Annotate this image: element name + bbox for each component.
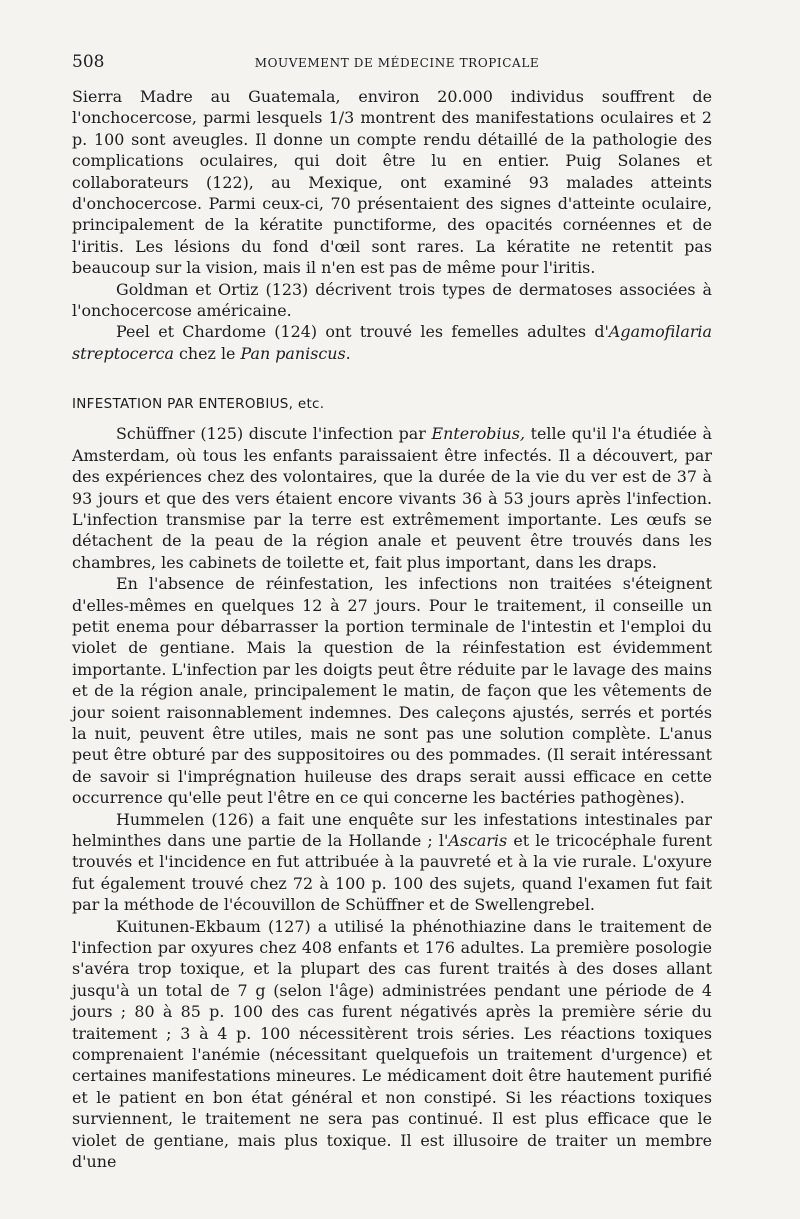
paragraph-reinfestation: En l'absence de réinfestation, les infections non traitées s'éteignent d'elles-mêmes en quelques 12 à 27 jours. Pour le traitement, il conseille un petit enema pour débarrasser la portion terminale de l'intestin et l'emploi du violet de gentiane. Mais la question de la réinfestation est évidemment importante. L'infection par les doigts peut être réduite par le lavage des mains et de la région anale, principalement le matin, de façon que les vêtements de jour soient raisonnablement indemnes. Des caleçons ajustés, serrés et portés la nuit, peuvent être utiles, mais ne sont pas une solution complète. L'anus peut être obturé par des suppositoires ou des pommades. (Il serait intéressant de savoir si l'imprégnation huileuse des draps serait aussi efficace en cette occurrence qu'elle peut l'être en ce qui concerne les bactéries pathogènes). <box>72 574 712 808</box>
species-name: Agamofilaria streptocerca <box>72 322 712 363</box>
running-title: MOUVEMENT DE MÉDECINE TROPICALE <box>254 56 540 70</box>
text-segment: et le tricocéphale furent trouvés et l'incidence en fut attribuée à la pauvreté et à la vie rurale. L'oxyure fut également trouvé chez 72 à 100 p. 100 des sujets, quand l'examen fut fait par la méthode de l'écouvillon de Schüffner et de Swellengrebel. <box>72 831 712 915</box>
text-segment: . <box>345 343 351 363</box>
species-name: Pan paniscus <box>240 343 346 363</box>
text-segment: chez le <box>173 343 241 363</box>
page-body <box>72 86 712 1173</box>
section-heading: INFESTATION PAR ENTEROBIUS, etc. <box>72 396 325 413</box>
text-segment: Peel et Chardome (124) ont trouvé les femelles adultes d' <box>116 322 609 342</box>
text-segment: telle qu'il l'a étudiée à Amsterdam, où tous les enfants paraissaient être infectés. Il a découvert, par des expériences chez des volontaires, que la durée de la vie du ver est de 37 à 93 jours et que des vers étaient encore vivants 36 à 53 jours après l'infection. L'infection transmise par la terre est extrêmement importante. Les œufs se détachent de la peau de la région anale et peuvent être trouvés dans les chambres, les cabinets de toilette et, fait plus important, dans les draps. <box>72 424 712 572</box>
page-header <box>72 52 722 76</box>
paragraph-onchocercose-guatemala: Sierra Madre au Guatemala, environ 20.000 individus souffrent de l'onchocercose, parmi lesquels 1/3 montrent des manifestations oculaires et 2 p. 100 sont aveugles. Il donne un compte rendu détaillé de la pathologie des complications oculaires, qui doit être lu en entier. Puig Solanes et collaborateurs (122), au Mexique, ont examiné 93 malades atteints d'onchocercose. Parmi ceux-ci, 70 présentaient des signes d'atteinte oculaire, principalement de la kératite punctiforme, des opacités cornéennes et de l'iritis. Les lésions du fond d'œil sont rares. La kératite ne retentit pas beaucoup sur la vision, mais il n'en est pas de même pour l'iritis. <box>72 87 712 278</box>
genus-name: Ascaris <box>448 831 508 850</box>
paragraph-goldman-ortiz: Goldman et Ortiz (123) décrivent trois types de dermatoses associées à l'onchocercose américaine. <box>72 279 712 321</box>
paragraph-peel-chardome <box>72 321 712 364</box>
text-segment: Schüffner (125) discute l'infection par <box>116 424 432 444</box>
page-number: 508 <box>72 52 105 72</box>
paragraph-kuitunen-ekbaum: Kuitunen-Ekbaum (127) a utilisé la phénothiazine dans le traitement de l'infection par oxyures chez 408 enfants et 176 adultes. La première posologie s'avéra trop toxique, et la plupart des cas furent traités à des doses allant jusqu'à un total de 7 g (selon l'âge) administrées pendant une période de 4 jours ; 80 à 85 p. 100 des cas furent négativés après la première série du traitement ; 3 à 4 p. 100 nécessitèrent trois séries. Les réactions toxiques comprenaient l'anémie (nécessitant quelquefois un traitement d'urgence) et certaines manifestations mineures. Le médicament doit être hautement purifié et le patient en bon état général et non constipé. Si les réactions toxiques surviennent, le traitement ne sera pas continué. Il est plus efficace que le violet de gentiane, mais plus toxique. Il est illusoire de traiter un membre d'une <box>72 916 712 1172</box>
text-segment: Hummelen (126) a fait une enquête sur les infestations intestinales par helminthes dans une partie de la Hollande ; l' <box>72 809 712 850</box>
paragraph-schuffner <box>72 423 712 573</box>
paragraph-hummelen <box>72 809 712 916</box>
genus-name: Enterobius, <box>431 424 525 444</box>
